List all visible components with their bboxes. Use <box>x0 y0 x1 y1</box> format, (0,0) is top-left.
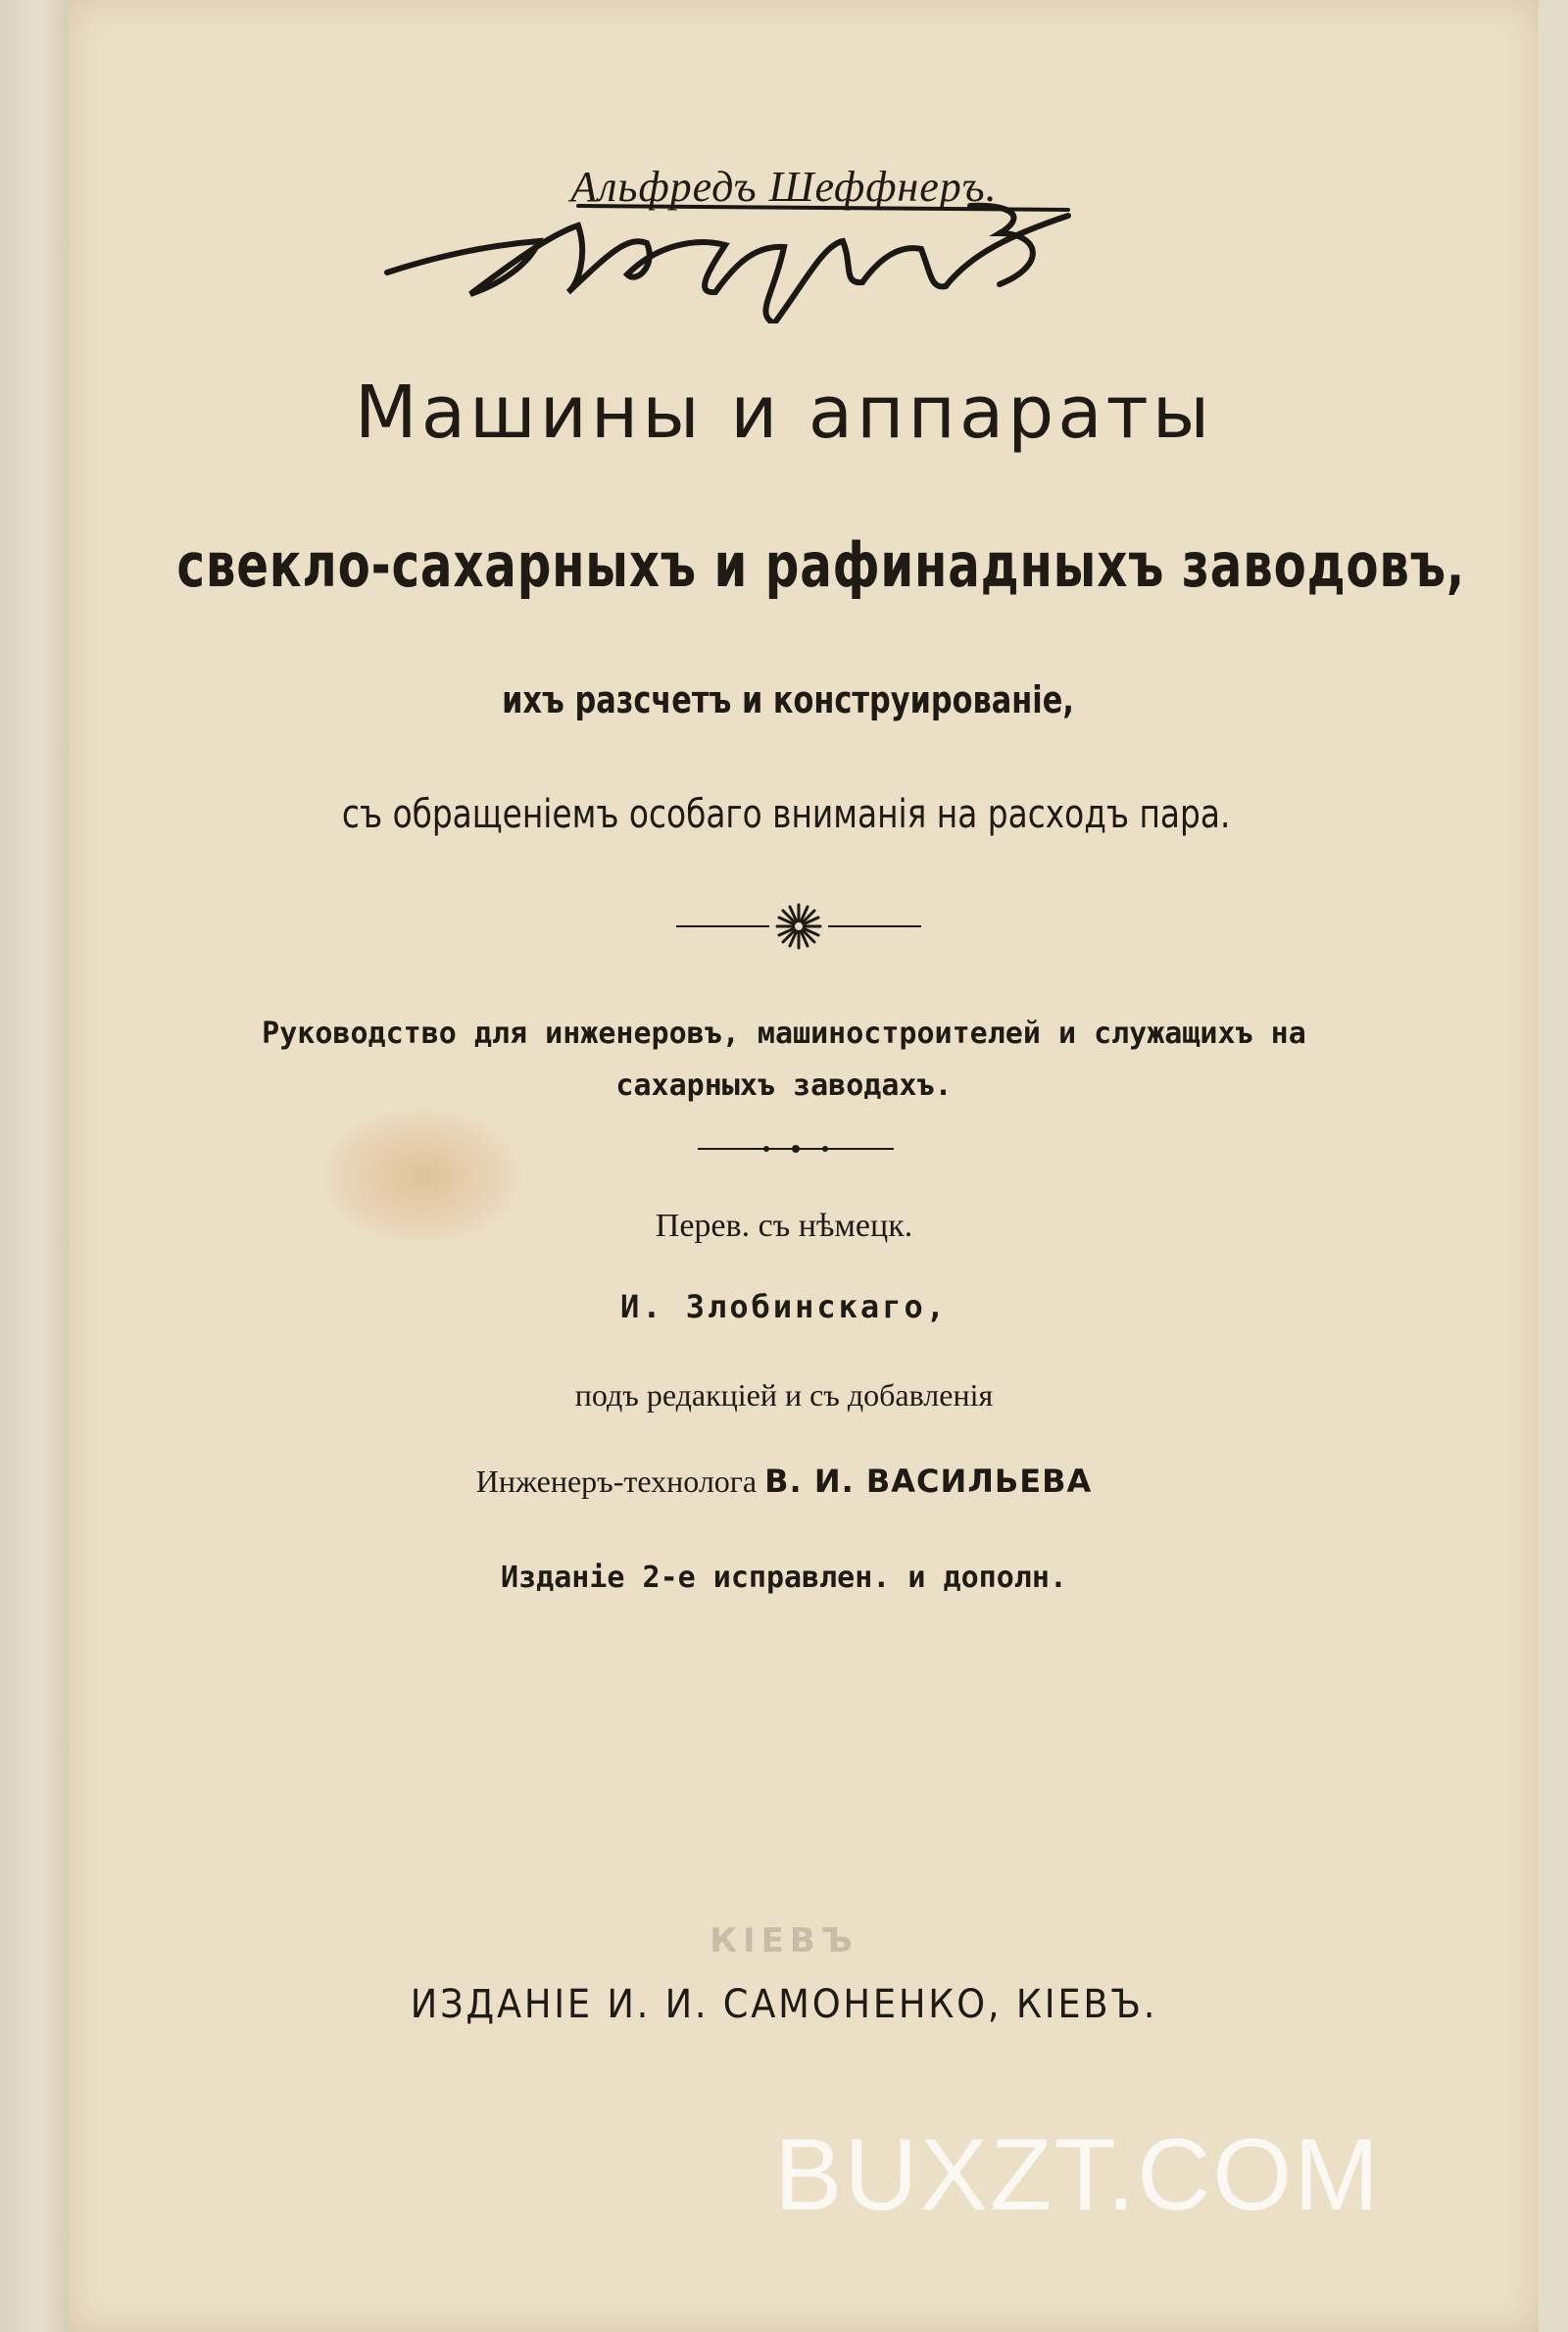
subtitle-line-1: ихъ разсчетъ и конструированіе, <box>502 678 1074 721</box>
engineer-line <box>0 1463 1568 1500</box>
translation-note: Перев. съ нѣмецк. <box>655 1208 913 1244</box>
title-line-2: свекло-сахарныхъ и рафинадныхъ заводовъ, <box>176 529 1466 601</box>
star-ornament-icon <box>676 897 921 956</box>
publisher-line: ИЗДАНІЕ И. И. САМОНЕНКО, КІЕВЪ. <box>410 1982 1158 2027</box>
engineer-name: В. И. ВАСИЛЬЕВА <box>764 1463 1093 1500</box>
edited-note: подъ редакціей и съ добавленія <box>574 1377 994 1413</box>
edition-note: Изданіе 2-е исправлен. и дополн. <box>501 1561 1067 1595</box>
title-line-1: Машины и аппараты <box>354 371 1214 455</box>
guide-line-2: сахарныхъ заводахъ. <box>615 1068 953 1103</box>
handwritten-signature <box>382 176 1107 323</box>
signature-text: Могзань <box>382 176 386 177</box>
book-spine <box>0 0 69 2332</box>
guide-line-1: Руководство для инженеровъ, машиностроителей и служащихъ на <box>262 1017 1306 1051</box>
translator-name: И. Злобинскаго, <box>620 1288 948 1325</box>
author-name: Альфредъ Шеффнеръ. <box>570 163 998 211</box>
site-watermark: BUXZT.COM <box>774 2118 1381 2232</box>
dotted-divider <box>698 1139 894 1159</box>
engineer-prefix: Инженеръ-технолога <box>475 1464 758 1499</box>
faded-stamp: КІЕВЪ <box>710 1921 858 1960</box>
subtitle-line-2: съ обращеніемъ особаго вниманія на расходъ пара. <box>341 792 1231 837</box>
